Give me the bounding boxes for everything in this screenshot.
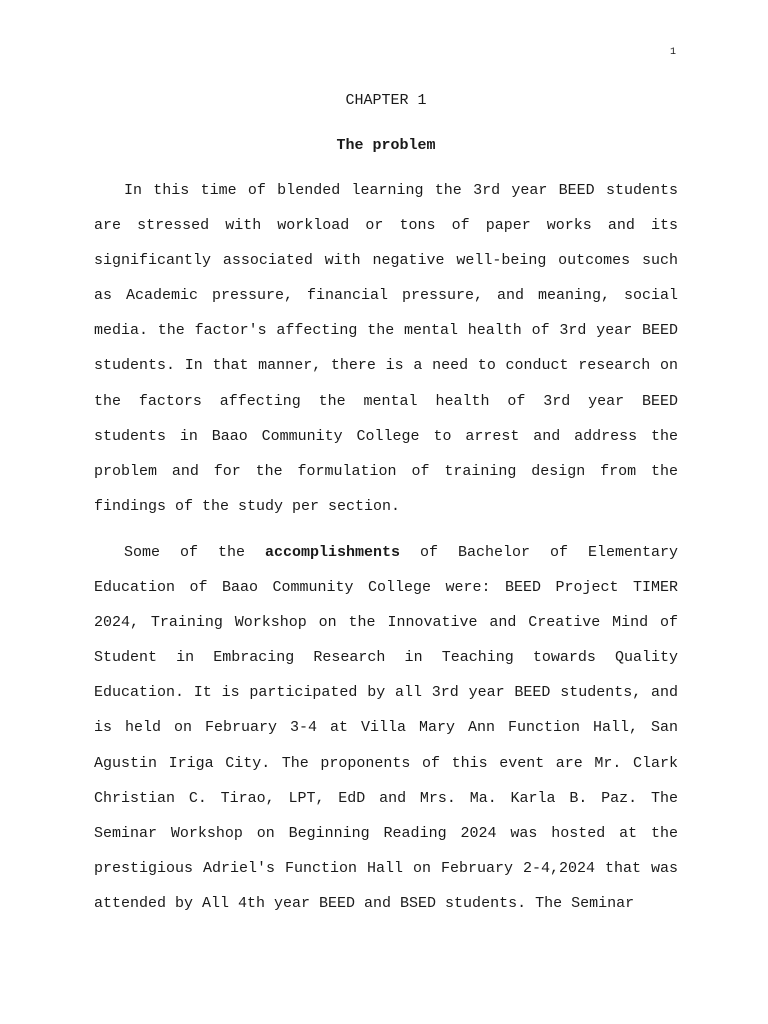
paragraph-lead: Some of the [124, 544, 245, 561]
paragraph-body: of Bachelor of Elementary Education of Baao Community College were: BEED Project TIMER 2024, Training Workshop on the Innovative and Creative Mind of Student in Embracing Research in Teaching towards Quality Education. It is participated by all 3rd year BEED students, and is held on February 3-4 at Villa Mary Ann Function Hall, San Agustin Iriga City. The proponents of this event are Mr. Clark Christian C. Tirao, LPT, EdD and Mrs. Ma. Karla B. Paz. The Seminar Workshop on Beginning Reading 2024 was hosted at the prestigious Adriel's Function Hall on February 2-4,2024 that was attended by All 4th year BEED and BSED students. [94, 544, 678, 912]
chapter-title: CHAPTER 1 [345, 92, 427, 109]
paragraph-trailing: The Seminar [526, 894, 635, 912]
paragraph-accomplishments [94, 535, 678, 921]
paragraph-problem: In this time of blended learning the 3rd year BEED students are stressed with workload or tons of paper works and its significantly associated with negative well-being outcomes such as Academic pressure, financial pressure, and meaning, social media. the factor's affecting the mental health of 3rd year BEED students. In that manner, there is a need to conduct research on the factors affecting the mental health of 3rd year BEED students in Baao Community College to arrest and address the problem and for the formulation of training design from the findings of the study per section. [94, 182, 678, 515]
section-heading: The problem [336, 137, 436, 154]
bold-term: accomplishments [264, 544, 400, 561]
page-number: 1 [669, 47, 676, 58]
